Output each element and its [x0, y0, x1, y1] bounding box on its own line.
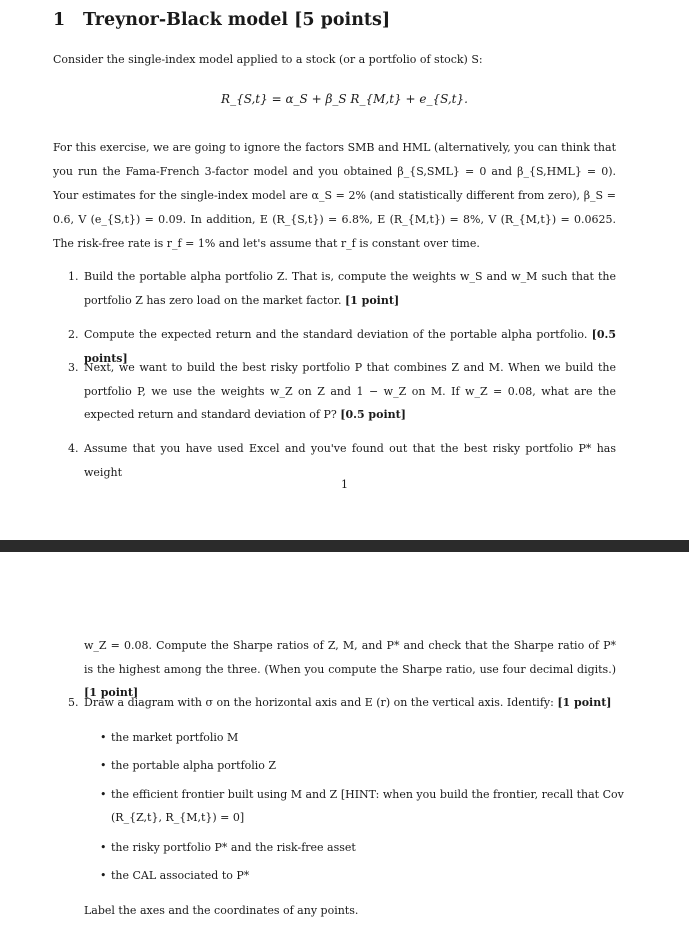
model-equation: R_{S,t} = α_S + β_S R_{M,t} + e_{S,t}.: [221, 92, 468, 106]
section-number: 1: [53, 10, 66, 30]
question-number: 3.: [68, 361, 79, 374]
list-item-text: the market portfolio M: [111, 731, 239, 744]
list-item-text: the risky portfolio P* and the risk-free asset: [111, 841, 356, 854]
question-points: [1 point]: [84, 686, 139, 699]
bullet-icon: •: [100, 869, 107, 882]
bullet-icon: •: [100, 788, 107, 801]
bullet-icon: •: [100, 759, 107, 772]
question-text: w_Z = 0.08. Compute the Sharpe ratios of Z, M, and P* and check that the Sharpe ratio of P* is the highest among the three. (When you compute the Sharpe ratio, use four decimal digits.): [84, 639, 616, 676]
intro-text: Consider the single-index model applied to a stock (or a portfolio of stock) S:: [53, 53, 483, 66]
question-points: [1 point]: [557, 696, 612, 709]
list-item-text: the efficient frontier built using M and Z [HINT: when you build the frontier, recall that Cov (R_{Z,t}, R_{M,t}) = 0]: [111, 788, 624, 824]
question-number: 1.: [68, 270, 79, 283]
list-item: [84, 864, 664, 887]
list-item: [84, 754, 664, 777]
question-text: Assume that you have used Excel and you've found out that the best risky portfolio P* has weight: [84, 442, 616, 479]
question-text: Compute the expected return and the standard deviation of the portable alpha portfolio.: [84, 328, 588, 341]
question-5: [53, 691, 616, 715]
section-heading: [53, 10, 390, 30]
list-item-text: the portable alpha portfolio Z: [111, 759, 277, 772]
page-number: 1: [341, 478, 348, 491]
question-points: [1 point]: [344, 293, 400, 307]
closing-instruction: Label the axes and the coordinates of any points.: [84, 904, 359, 917]
question-text: Draw a diagram with σ on the horizontal axis and E (r) on the vertical axis. Identify:: [84, 696, 554, 709]
question-number: 2.: [68, 328, 79, 341]
page-divider: [0, 540, 689, 552]
bullet-icon: •: [100, 841, 107, 854]
exercise-paragraph: For this exercise, we are going to ignore the factors SMB and HML (alternatively, you can think that you run the Fama-French 3-factor model and you obtained β_{S,SML} = 0 and β_{S,HML} = 0). Your estimates for the single-index model are α_S = 2% (and statistically different from zero), β_S = 0.6, V (e_{S,t}) = 0.09. In addition, E (R_{S,t}) = 6.8%, E (R_{M,t}) = 8%, V (R_{M,t}) = 0.0625. The risk-free rate is r_f = 1% and let's assume that r_f is constant over time.: [53, 141, 616, 250]
page-2: [0, 552, 689, 928]
list-item-text: the CAL associated to P*: [111, 869, 250, 882]
bullet-icon: •: [100, 731, 107, 744]
list-item: [84, 726, 664, 749]
question-1: [53, 265, 616, 312]
list-item: [84, 836, 664, 859]
question-text: Build the portable alpha portfolio Z. That is, compute the weights w_S and w_M such that the portfolio Z has zero load on the market factor.: [84, 270, 616, 307]
question-3: [53, 356, 616, 427]
list-item: [84, 783, 664, 829]
question-number: 4.: [68, 442, 79, 455]
question-points: [0.5 point]: [340, 408, 406, 421]
question-number: 5.: [68, 696, 79, 709]
question-4: [53, 437, 616, 484]
question-text: Next, we want to build the best risky portfolio P that combines Z and M. When we build the portfolio P, we use the weights w_Z on Z and 1 − w_Z on M. If w_Z = 0.08, what are the expected return and standard deviation of P?: [84, 361, 616, 421]
question-points: [0.5 points]: [84, 328, 617, 365]
section-title: Treynor-Black model [5 points]: [83, 10, 391, 30]
